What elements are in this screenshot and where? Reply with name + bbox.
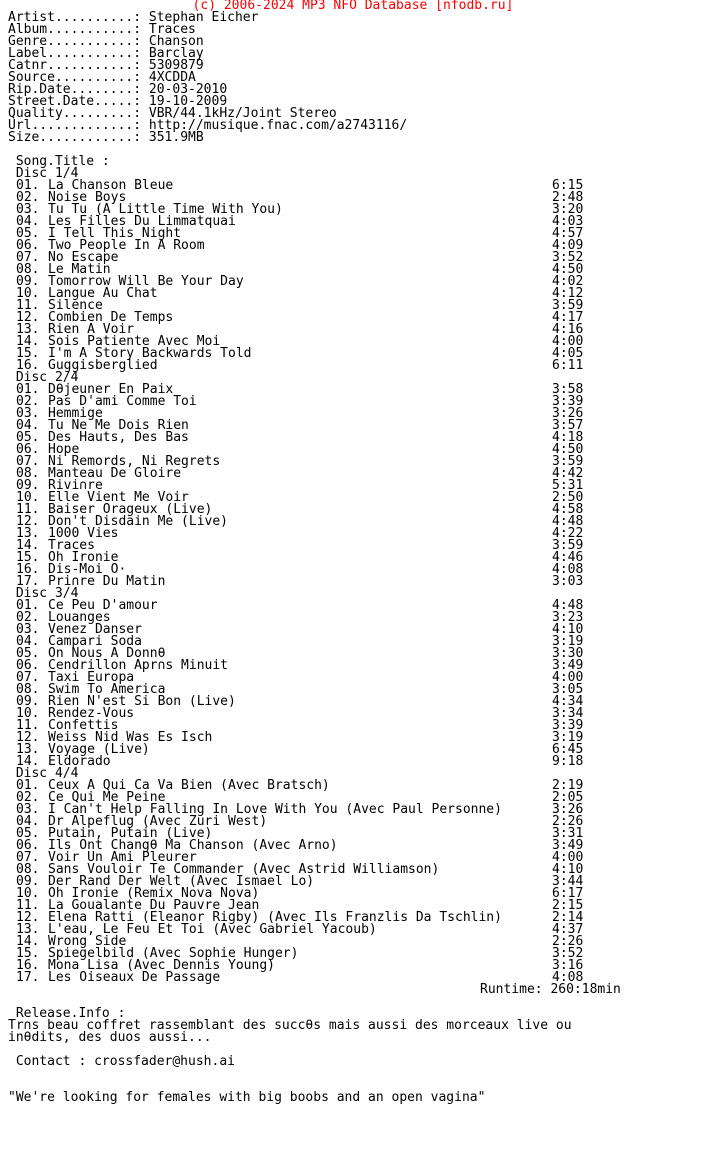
track-duration: 4:00 (552, 670, 584, 685)
header-value: Traces (141, 22, 196, 37)
track-title: Spiegelbild (Avec Sophie Hunger) (48, 946, 299, 961)
header-value: Stephan Eicher (141, 10, 259, 25)
track-number: 02. (16, 190, 40, 205)
track-title: Pri∩re Du Matin (48, 574, 166, 589)
track-number: 04. (16, 418, 40, 433)
track-number: 01. (16, 598, 40, 613)
track-title: Don't Disdain Me (Live) (48, 514, 229, 529)
track-number: 09. (16, 694, 40, 709)
track-title: Rivi∩re (48, 478, 103, 493)
track-duration: 4:46 (552, 550, 584, 565)
track-duration: 2:48 (552, 190, 584, 205)
track-duration: 9:18 (552, 754, 584, 769)
track-duration: 6:45 (552, 742, 584, 757)
track-row (8, 576, 698, 588)
track-duration: 4:08 (552, 562, 584, 577)
track-number: 01. (16, 178, 40, 193)
track-title: La Goualante Du Pauvre Jean (48, 898, 260, 913)
track-number: 08. (16, 262, 40, 277)
track-duration: 4:58 (552, 502, 584, 517)
track-title: Weiss Nid Was Es Isch (48, 730, 213, 745)
track-duration: 4:05 (552, 346, 584, 361)
track-title: Putain, Putain (Live) (48, 826, 213, 841)
track-number: 12. (16, 514, 40, 529)
track-title: Elena Ratti (Eleanor Rigby) (Avec Ils Franzlis Da Tschlin) (48, 910, 502, 925)
track-title: Voir Un Ami Pleurer (48, 850, 197, 865)
track-title: Eldorado (48, 754, 111, 769)
track-duration: 4:48 (552, 598, 584, 613)
songs-heading-line (8, 156, 698, 168)
track-duration: 4:22 (552, 526, 584, 541)
track-duration: 4:18 (552, 430, 584, 445)
track-title: Tu Tu (A Little Time With You) (48, 202, 283, 217)
track-row (8, 432, 698, 444)
header-value: 19-10-2009 (141, 94, 228, 109)
track-title: Cendrillon Apr∩s Minuit (48, 658, 229, 673)
header-key: Size............: (8, 130, 142, 145)
track-number: 09. (16, 274, 40, 289)
track-number: 14. (16, 334, 40, 349)
track-title: Ce Qui Me Peine (48, 790, 166, 805)
track-title: Sans Vouloir Te Commander (Avec Astrid Williamson) (48, 862, 440, 877)
track-number: 01. (16, 382, 40, 397)
header-key: Rip.Date........: (8, 82, 142, 97)
track-number: 14. (16, 538, 40, 553)
track-duration: 2:19 (552, 778, 584, 793)
quote-line (8, 1092, 698, 1104)
track-title: Les Filles Du Limmatquai (48, 214, 236, 229)
track-number: 17. (16, 970, 40, 985)
track-duration: 3:19 (552, 634, 584, 649)
track-title: Le Matin (48, 262, 111, 277)
track-duration: 3:39 (552, 394, 584, 409)
disc-label: Disc 3/4 (8, 586, 79, 601)
track-number: 15. (16, 346, 40, 361)
track-title: Dis-Moi O· (48, 562, 127, 577)
track-number: 10. (16, 286, 40, 301)
track-number: 13. (16, 322, 40, 337)
header-value: 4XCDDA (141, 70, 196, 85)
track-row (8, 528, 698, 540)
track-duration: 4:10 (552, 862, 584, 877)
track-number: 12. (16, 910, 40, 925)
track-duration: 4:50 (552, 442, 584, 457)
track-duration: 3:58 (552, 382, 584, 397)
track-duration: 3:30 (552, 646, 584, 661)
nfo-document (8, 0, 698, 1104)
track-title: Tu Ne Me Dois Rien (48, 418, 189, 433)
track-number: 15. (16, 550, 40, 565)
track-number: 17. (16, 574, 40, 589)
track-number: 06. (16, 658, 40, 673)
track-title: Voyage (Live) (48, 742, 150, 757)
header-value: Barclay (141, 46, 204, 61)
disc-label: Disc 4/4 (8, 766, 79, 781)
header-value: VBR/44.1kHz/Joint Stereo (141, 106, 337, 121)
track-title: Wrong Side (48, 934, 127, 949)
header-key: Album...........: (8, 22, 142, 37)
track-duration: 3:44 (552, 874, 584, 889)
track-title: Campari Soda (48, 634, 142, 649)
header-key: Source..........: (8, 70, 142, 85)
track-duration: 3:59 (552, 298, 584, 313)
track-duration: 4:09 (552, 238, 584, 253)
track-title: Rien N'est Si Bon (Live) (48, 694, 236, 709)
track-duration: 2:05 (552, 790, 584, 805)
release-info-line (8, 1032, 698, 1044)
track-title: Combien De Temps (48, 310, 174, 325)
track-number: 05. (16, 226, 40, 241)
track-duration: 4:57 (552, 226, 584, 241)
track-number: 13. (16, 526, 40, 541)
track-title: Louanges (48, 610, 111, 625)
header-key: Artist..........: (8, 10, 142, 25)
contact-text: Contact : crossfader@hush.ai (8, 1054, 235, 1069)
track-number: 10. (16, 886, 40, 901)
track-title: Ceux A Qui Ca Va Bien (Avec Bratsch) (48, 778, 330, 793)
track-duration: 3:59 (552, 538, 584, 553)
track-title: Manteau De Gloire (48, 466, 182, 481)
track-duration: 4:00 (552, 850, 584, 865)
track-title: Swim To America (48, 682, 166, 697)
blank-line (8, 1068, 698, 1080)
track-number: 01. (16, 778, 40, 793)
track-duration: 4:10 (552, 622, 584, 637)
track-duration: 4:03 (552, 214, 584, 229)
track-title: L'eau, Le Feu Et Toi (Avec Gabriel Yacoub) (48, 922, 377, 937)
track-title: Les Oiseaux De Passage (48, 970, 221, 985)
track-duration: 2:26 (552, 934, 584, 949)
track-title: Ni Remords, Ni Regrets (48, 454, 221, 469)
header-field (8, 132, 698, 144)
banner-text: (c) 2006-2024 MP3 NFO Database [nfodb.ru] (192, 0, 514, 13)
track-duration: 4:17 (552, 310, 584, 325)
track-duration: 3:49 (552, 838, 584, 853)
track-number: 12. (16, 310, 40, 325)
track-number: 03. (16, 802, 40, 817)
track-title: Traces (48, 538, 95, 553)
track-number: 06. (16, 838, 40, 853)
track-duration: 3:05 (552, 682, 584, 697)
track-duration: 6:15 (552, 178, 584, 193)
track-number: 12. (16, 730, 40, 745)
quote-text: "We're looking for females with big boobs and an open vagina" (8, 1090, 486, 1105)
track-duration: 3:52 (552, 946, 584, 961)
track-number: 08. (16, 682, 40, 697)
track-number: 14. (16, 754, 40, 769)
track-duration: 3:39 (552, 718, 584, 733)
track-title: Dr Alpeflug (Avec Zuri West) (48, 814, 268, 829)
track-number: 16. (16, 562, 40, 577)
track-duration: 2:26 (552, 814, 584, 829)
header-value: Chanson (141, 34, 204, 49)
track-number: 09. (16, 478, 40, 493)
track-row (8, 396, 698, 408)
track-number: 11. (16, 718, 40, 733)
track-number: 07. (16, 850, 40, 865)
track-row (8, 756, 698, 768)
track-duration: 3:57 (552, 418, 584, 433)
track-title: Tomorrow Will Be Your Day (48, 274, 244, 289)
track-number: 07. (16, 250, 40, 265)
track-duration: 6:17 (552, 886, 584, 901)
contact-line (8, 1056, 698, 1068)
track-title: Venez Danser (48, 622, 142, 637)
track-number: 10. (16, 706, 40, 721)
track-duration: 4:02 (552, 274, 584, 289)
track-title: Langue Au Chat (48, 286, 158, 301)
track-title: Elle Vient Me Voir (48, 490, 189, 505)
track-title: 1000 Vies (48, 526, 119, 541)
header-key: Genre...........: (8, 34, 142, 49)
track-title: Hope (48, 442, 80, 457)
runtime-text: Runtime: 260:18min (480, 982, 621, 997)
track-title: Ils Ont Changθ Ma Chanson (Avec Arno) (48, 838, 338, 853)
track-number: 03. (16, 622, 40, 637)
track-title: Two People In A Room (48, 238, 205, 253)
header-key: Label...........: (8, 46, 142, 61)
track-number: 04. (16, 634, 40, 649)
track-title: Rendez-Vous (48, 706, 135, 721)
track-number: 06. (16, 238, 40, 253)
track-title: Noise Boys (48, 190, 127, 205)
track-number: 08. (16, 466, 40, 481)
track-title: Silence (48, 298, 103, 313)
track-duration: 3:23 (552, 610, 584, 625)
header-value: http://musique.fnac.com/a2743116/ (141, 118, 408, 133)
track-title: Taxi Europa (48, 670, 135, 685)
songs-heading: Song.Title : (8, 154, 110, 169)
header-key: Street.Date.....: (8, 94, 142, 109)
track-number: 13. (16, 742, 40, 757)
track-duration: 6:11 (552, 358, 584, 373)
track-number: 06. (16, 442, 40, 457)
release-info-heading: Release.Info : (8, 1006, 126, 1021)
track-duration: 4:12 (552, 286, 584, 301)
track-duration: 4:34 (552, 694, 584, 709)
track-duration: 3:52 (552, 250, 584, 265)
track-duration: 5:31 (552, 478, 584, 493)
track-row (8, 360, 698, 372)
track-title: Rien A Voir (48, 322, 135, 337)
track-title: Guggisberglied (48, 358, 158, 373)
track-row (8, 288, 698, 300)
runtime-line (8, 984, 698, 996)
track-title: Confettis (48, 718, 119, 733)
track-number: 16. (16, 358, 40, 373)
track-duration: 3:34 (552, 706, 584, 721)
track-duration: 3:19 (552, 730, 584, 745)
track-duration: 3:26 (552, 802, 584, 817)
track-title: Dθjeuner En Paix (48, 382, 174, 397)
disc-label: Disc 2/4 (8, 370, 79, 385)
track-number: 09. (16, 874, 40, 889)
track-title: Pas D'ami Comme Toi (48, 394, 197, 409)
blank-line (8, 144, 698, 156)
track-number: 02. (16, 394, 40, 409)
track-number: 05. (16, 826, 40, 841)
track-title: I Can't Help Falling In Love With You (Avec Paul Personne) (48, 802, 502, 817)
track-duration: 4:16 (552, 322, 584, 337)
track-duration: 2:14 (552, 910, 584, 925)
track-duration: 3:31 (552, 826, 584, 841)
track-number: 11. (16, 298, 40, 313)
track-number: 13. (16, 922, 40, 937)
track-number: 07. (16, 670, 40, 685)
track-duration: 2:50 (552, 490, 584, 505)
track-number: 11. (16, 502, 40, 517)
track-number: 14. (16, 934, 40, 949)
track-duration: 3:59 (552, 454, 584, 469)
track-number: 07. (16, 454, 40, 469)
track-title: Mona Lisa (Avec Dennis Young) (48, 958, 275, 973)
header-value: 5309879 (141, 58, 204, 73)
track-title: Baiser Orageux (Live) (48, 502, 213, 517)
track-title: On Nous A Donnθ (48, 646, 166, 661)
track-duration: 4:37 (552, 922, 584, 937)
track-title: Ce Peu D'amour (48, 598, 158, 613)
track-title: Der Rand Der Welt (Avec Ismael Lo) (48, 874, 315, 889)
track-title: Oh Ironie (Remix Nova Nova) (48, 886, 260, 901)
track-title: Sois Patiente Avec Moi (48, 334, 221, 349)
track-number: 02. (16, 610, 40, 625)
track-duration: 3:03 (552, 574, 584, 589)
track-number: 10. (16, 490, 40, 505)
track-title: Hemmige (48, 406, 103, 421)
header-key: Quality.........: (8, 106, 142, 121)
track-duration: 3:16 (552, 958, 584, 973)
track-number: 04. (16, 814, 40, 829)
track-number: 03. (16, 202, 40, 217)
track-number: 08. (16, 862, 40, 877)
track-duration: 3:26 (552, 406, 584, 421)
header-value: 351.9MB (141, 130, 204, 145)
track-title: Des Hauts, Des Bas (48, 430, 189, 445)
track-duration: 4:00 (552, 334, 584, 349)
release-info-text: inθdits, des duos aussi... (8, 1030, 212, 1045)
track-duration: 2:15 (552, 898, 584, 913)
track-title: Oh Ironie (48, 550, 119, 565)
header-value: 20-03-2010 (141, 82, 228, 97)
track-number: 02. (16, 790, 40, 805)
track-number: 05. (16, 430, 40, 445)
track-number: 11. (16, 898, 40, 913)
track-number: 04. (16, 214, 40, 229)
track-row (8, 744, 698, 756)
track-title: I'm A Story Backwards Told (48, 346, 252, 361)
track-number: 05. (16, 646, 40, 661)
release-info-text: Tr∩s beau coffret rassemblant des succθs mais aussi des morceaux live ou (8, 1018, 572, 1033)
track-duration: 4:42 (552, 466, 584, 481)
track-row (8, 252, 698, 264)
track-duration: 4:08 (552, 970, 584, 985)
track-duration: 4:50 (552, 262, 584, 277)
track-row (8, 600, 698, 612)
track-number: 16. (16, 958, 40, 973)
track-title: La Chanson Bleue (48, 178, 174, 193)
header-key: Url.............: (8, 118, 142, 133)
track-duration: 3:49 (552, 658, 584, 673)
track-number: 15. (16, 946, 40, 961)
track-number: 03. (16, 406, 40, 421)
track-row (8, 468, 698, 480)
disc-label: Disc 1/4 (8, 166, 79, 181)
track-duration: 3:20 (552, 202, 584, 217)
track-title: No Escape (48, 250, 119, 265)
header-key: Catnr...........: (8, 58, 142, 73)
track-title: I Tell This Night (48, 226, 182, 241)
track-duration: 4:48 (552, 514, 584, 529)
